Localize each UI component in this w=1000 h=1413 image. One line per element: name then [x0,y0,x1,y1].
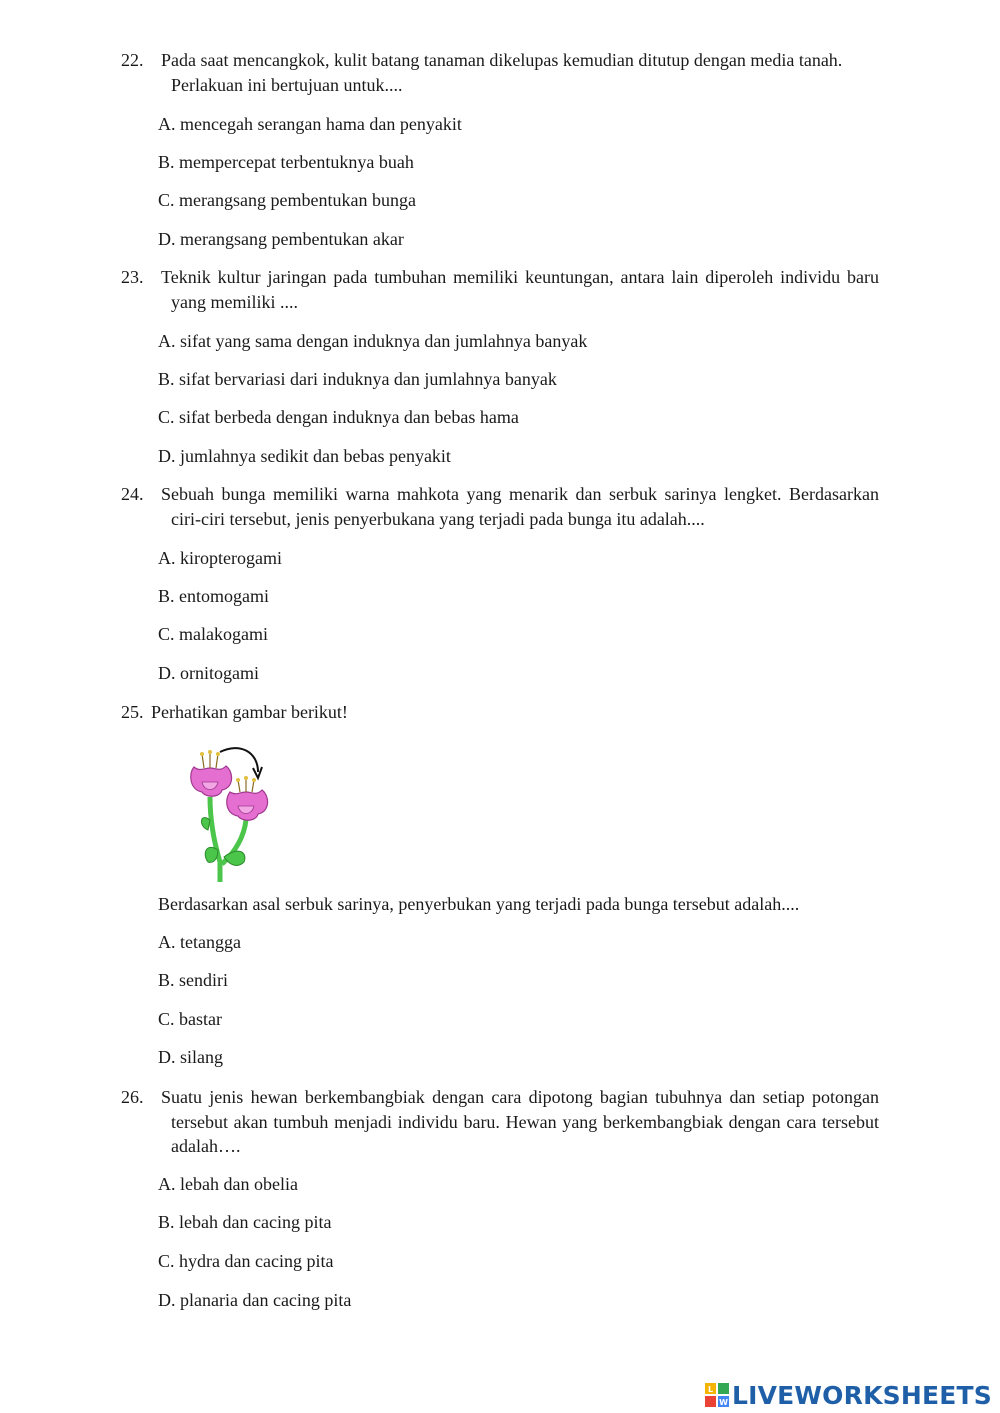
svg-text:W: W [719,1398,728,1407]
question-22 [121,48,879,97]
option-26-b[interactable]: B. lebah dan cacing pita [158,1212,332,1232]
liveworksheets-brand[interactable] [705,1381,992,1409]
question-number: 26. [121,1087,144,1107]
option-24-b[interactable]: B. entomogami [158,586,269,606]
option-25-b[interactable]: B. sendiri [158,970,228,990]
question-25 [121,700,879,725]
svg-text:L: L [707,1385,713,1394]
question-number: 23. [121,267,144,287]
option-24-c[interactable]: C. malakogami [158,624,268,644]
question-stem: Sebuah bunga memiliki warna mahkota yang menarik dan serbuk sarinya lengket. Berdasarkan ciri-ciri tersebut, jenis penyerbukana yang terjadi pada bunga itu adalah.... [161,484,879,529]
question-number: 22. [121,50,144,70]
option-22-d[interactable]: D. merangsang pembentukan akar [158,229,404,249]
option-24-d[interactable]: D. ornitogami [158,663,259,683]
option-26-c[interactable]: C. hydra dan cacing pita [158,1251,334,1271]
option-22-c[interactable]: C. merangsang pembentukan bunga [158,190,416,210]
option-24-a[interactable]: A. kiropterogami [158,548,282,568]
option-23-b[interactable]: B. sifat bervariasi dari induknya dan jumlahnya banyak [158,369,557,389]
liveworksheets-logo-icon [705,1383,729,1407]
option-26-a[interactable]: A. lebah dan obelia [158,1174,298,1194]
question-number: 25. [121,702,144,722]
question-24 [121,482,879,531]
option-23-d[interactable]: D. jumlahnya sedikit dan bebas penyakit [158,446,451,466]
option-23-c[interactable]: C. sifat berbeda dengan induknya dan bebas hama [158,407,519,427]
option-22-a[interactable]: A. mencegah serangan hama dan penyakit [158,114,462,134]
option-25-a[interactable]: A. tetangga [158,932,241,952]
option-26-d[interactable]: D. planaria dan cacing pita [158,1290,352,1310]
flower-pollination-icon [180,742,280,887]
brand-name: LIVEWORKSHEETS [731,1380,992,1410]
option-25-c[interactable]: C. bastar [158,1009,222,1029]
question-25-followup: Berdasarkan asal serbuk sarinya, penyerbukan yang terjadi pada bunga tersebut adalah.... [158,894,800,914]
question-26 [121,1085,879,1159]
question-23 [121,265,879,314]
question-stem: Perhatikan gambar berikut! [151,702,348,722]
question-stem: Pada saat mencangkok, kulit batang tanaman dikelupas kemudian ditutup dengan media tanah. Perlakuan ini bertujuan untuk.... [161,50,843,95]
option-22-b[interactable]: B. mempercepat terbentuknya buah [158,152,414,172]
option-25-d[interactable]: D. silang [158,1047,223,1067]
question-number: 24. [121,484,144,504]
question-stem: Teknik kultur jaringan pada tumbuhan memiliki keuntungan, antara lain diperoleh individu baru yang memiliki .... [161,267,879,312]
option-23-a[interactable]: A. sifat yang sama dengan induknya dan jumlahnya banyak [158,331,588,351]
question-stem: Suatu jenis hewan berkembangbiak dengan cara dipotong bagian tubuhnya dan setiap potongan tersebut akan tumbuh menjadi individu baru. Hewan yang berkembangbiak dengan cara tersebut adalah…. [161,1087,879,1156]
